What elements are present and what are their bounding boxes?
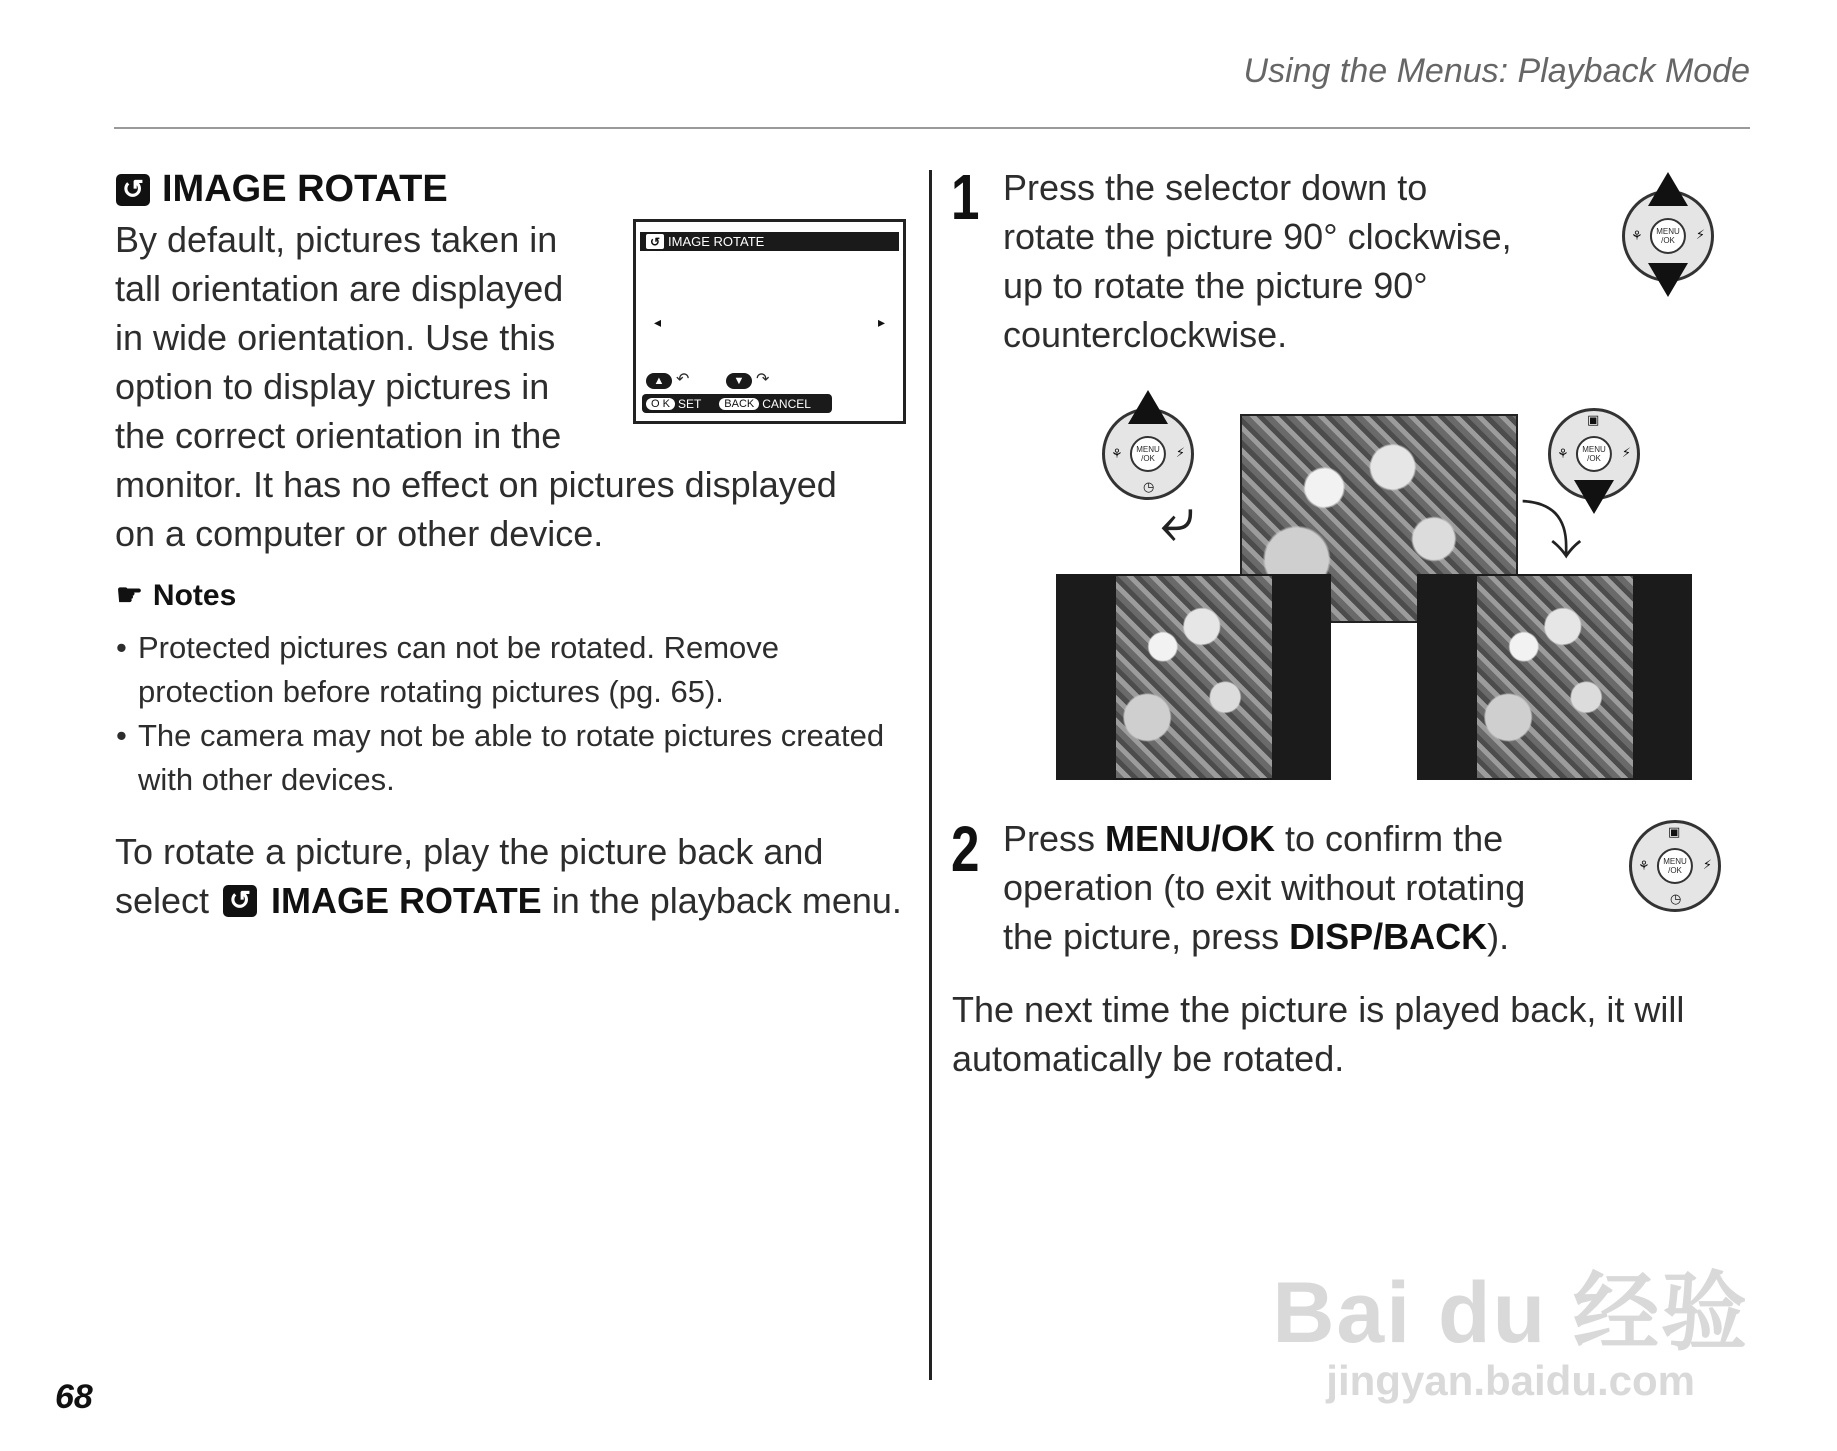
step-2-text [1003, 814, 1563, 961]
right-arrow-icon: ▸ [877, 315, 885, 331]
column-divider [929, 170, 932, 1380]
rotate-cw-arrow-icon: ⤵ [1520, 495, 1583, 568]
self-timer-icon: ◷ [1670, 892, 1682, 907]
rotate-instructions-tail: in the playback menu. [541, 880, 902, 921]
rotate-icon: ↺ [646, 234, 664, 249]
flash-icon: ⚡ [1175, 446, 1185, 461]
delete-exposure-icon: ▣ [1587, 413, 1600, 428]
up-arrow-icon [1648, 172, 1688, 206]
self-timer-icon: ◷ [1143, 480, 1155, 495]
rotated-cw-photo [1477, 576, 1633, 778]
page-number: 68 [55, 1378, 93, 1416]
rotated-ccw-result [1056, 574, 1331, 780]
watermark [1272, 1265, 1749, 1404]
flash-icon: ⚡ [1621, 446, 1631, 461]
header-rule [114, 127, 1750, 129]
section-title-text: IMAGE ROTATE [162, 168, 448, 210]
list-item [114, 714, 904, 802]
step-number: 2 [951, 813, 980, 885]
disp-back-label: DISP/BACK [1289, 916, 1488, 957]
step-2-mid: to confirm the operation (to exit without rotating the picture, press [1003, 818, 1526, 957]
menu-ok-button: MENU /OK [1576, 436, 1612, 472]
rotate-instructions-line1: To rotate a picture, play the picture back and [115, 831, 824, 872]
rotate-ccw-icon: ↶ [676, 369, 690, 388]
menu-ok-button: MENU /OK [1657, 848, 1693, 884]
back-key: BACK [719, 398, 759, 410]
running-header: Using the Menus: Playback Mode [1243, 52, 1750, 90]
up-arrow-icon [1128, 390, 1168, 424]
flash-icon: ⚡ [1702, 858, 1712, 873]
note-text: Protected pictures can not be rotated. Remove protection before rotating pictures (pg. 65). [138, 630, 780, 709]
camera-screen-footer [642, 369, 832, 413]
rotate-instructions [115, 827, 915, 925]
rotate-ccw-arrow-icon: ⤶ [1160, 482, 1195, 555]
macro-icon: ⚘ [1631, 229, 1643, 244]
cancel-label: CANCEL [762, 396, 811, 411]
down-arrow-icon [1648, 263, 1688, 297]
intro-text-continued: monitor. It has no effect on pictures displayed on a computer or other device. [115, 464, 837, 554]
selector-dial-icon [1629, 820, 1721, 912]
menu-ok-button: MENU /OK [1130, 436, 1166, 472]
camera-screen-illustration [633, 219, 906, 424]
notes-heading [116, 578, 236, 613]
step-2-post: ). [1487, 916, 1510, 957]
list-item [114, 626, 904, 714]
intro-text: By default, pictures taken in tall orientation are displayed in wide orientation. Use this option to display pictures in the correct orientation in the [115, 219, 564, 456]
left-arrow-icon: ◂ [654, 315, 662, 331]
menu-ok-label: MENU/OK [1105, 818, 1276, 859]
set-label: SET [677, 396, 702, 411]
down-key-icon: ▼ [726, 373, 752, 389]
rotate-cw-icon: ↷ [756, 369, 770, 388]
rotate-instructions-line2 [115, 876, 915, 925]
step-2-pre: Press [1003, 818, 1106, 859]
notes-heading-text: Notes [152, 578, 237, 612]
flash-icon: ⚡ [1695, 228, 1705, 243]
rotate-icon: ↺ [223, 885, 257, 917]
menu-item-name: IMAGE ROTATE [271, 880, 542, 921]
watermark-url: jingyan.baidu.com [1326, 1357, 1696, 1404]
watermark-logo: Bai du 经验 [1272, 1265, 1749, 1361]
step-number: 1 [951, 161, 980, 233]
delete-exposure-icon: ▣ [1668, 825, 1681, 840]
select-word: select [115, 880, 210, 921]
step-1-text: Press the selector down to rotate the picture 90° clockwise, up to rotate the picture 90° counterclockwise. [1003, 167, 1512, 355]
menu-ok-button: MENU /OK [1650, 218, 1686, 254]
note-text: The camera may not be able to rotate pictures created with other devices. [138, 718, 885, 797]
section-title [116, 168, 448, 211]
rotate-icon: ↺ [116, 174, 150, 206]
camera-screen-title: IMAGE ROTATE [668, 234, 765, 249]
macro-icon: ⚘ [1557, 447, 1569, 462]
bullet: • [116, 630, 127, 665]
up-key-icon: ▲ [646, 373, 672, 389]
macro-icon: ⚘ [1638, 859, 1650, 874]
camera-screen-key-bar [642, 394, 832, 413]
macro-icon: ⚘ [1111, 447, 1123, 462]
notes-list [114, 626, 904, 802]
bullet: • [116, 718, 127, 753]
pointing-hand-icon: ☛ [116, 579, 143, 612]
rotated-ccw-photo [1116, 576, 1272, 778]
rotated-cw-result [1417, 574, 1692, 780]
camera-screen-title-bar [640, 232, 899, 251]
final-note: The next time the picture is played back, it will automatically be rotated. [952, 989, 1685, 1079]
ok-key: O K [646, 398, 675, 410]
